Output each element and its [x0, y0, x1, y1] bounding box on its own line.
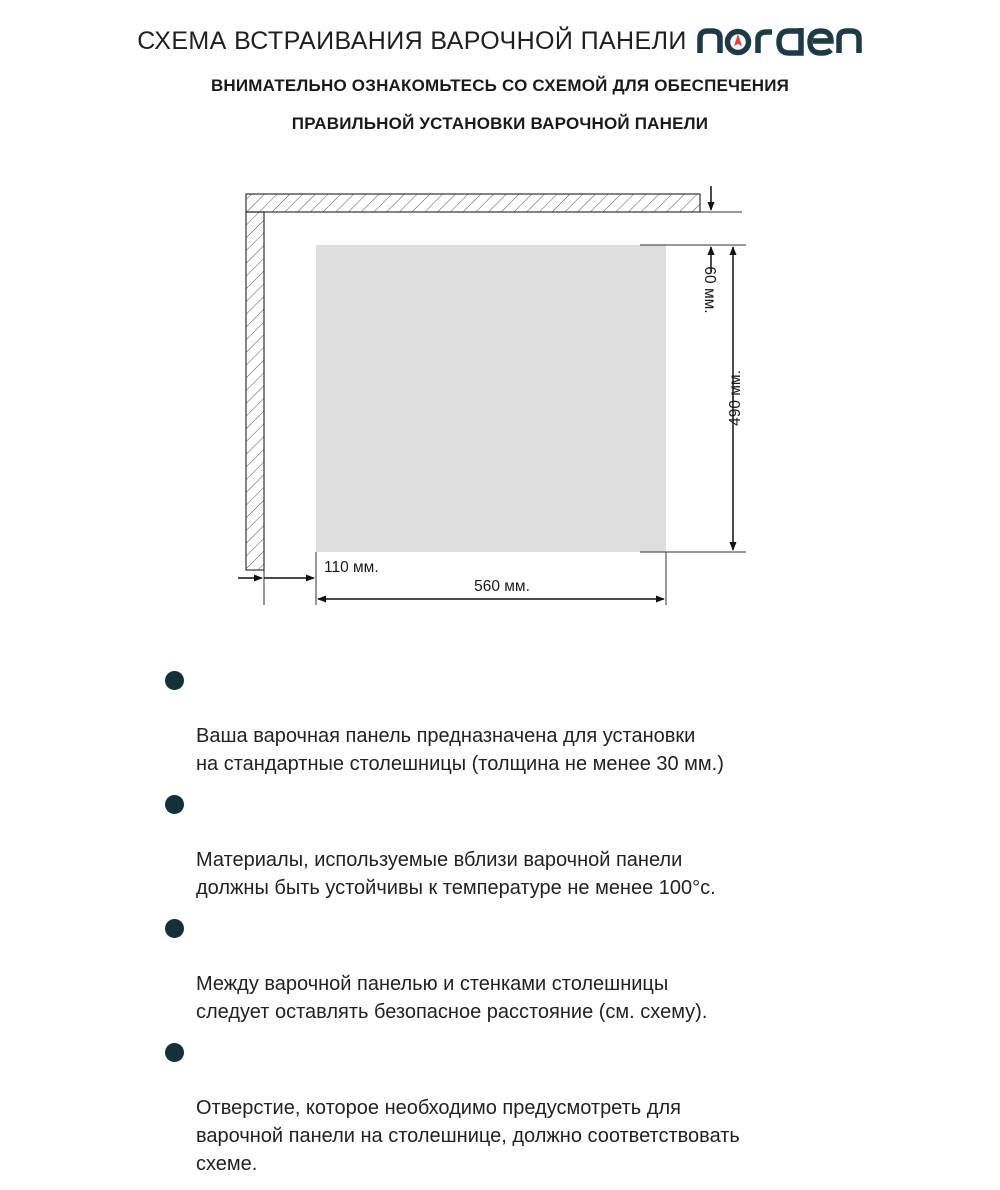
bullet-dot: [165, 1043, 184, 1062]
page-title: СХЕМА ВСТРАИВАНИЯ ВАРОЧНОЙ ПАНЕЛИ: [137, 26, 687, 55]
note-text: Отверстие, которое необходимо предусмотреть для варочной панели на столешнице, должно соответствовать схеме.: [196, 1097, 740, 1175]
note-text: Материалы, используемые вблизи варочной панели должны быть устойчивы к температуре не менее 100°с.: [196, 849, 716, 899]
note-text: Ваша варочная панель предназначена для установки на стандартные столешницы (толщина не менее 30 мм.): [196, 725, 724, 775]
bullet-dot: [165, 919, 184, 938]
note-item: [165, 1038, 965, 1178]
note-item: [165, 790, 965, 902]
note-item: [165, 666, 965, 778]
note-item: [165, 914, 965, 1026]
notes-list: [165, 666, 965, 1190]
cutout-area: [316, 245, 666, 552]
bullet-dot: [165, 671, 184, 690]
subtitle-line-1: ВНИМАТЕЛЬНО ОЗНАКОМЬТЕСЬ СО СХЕМОЙ ДЛЯ ОБЕСПЕЧЕНИЯ: [210, 76, 790, 95]
dim-top-gap-label: 60 мм.: [701, 266, 718, 314]
bullet-dot: [165, 795, 184, 814]
dim-depth-label: 490 мм.: [727, 370, 744, 426]
dim-width-label: 560 мм.: [474, 578, 530, 595]
left-wall: [246, 212, 264, 570]
dim-side-gap-label: 110 мм.: [324, 559, 379, 576]
note-text: Между варочной панелью и стенками столешницы следует оставлять безопасное расстояние (см. схему).: [196, 973, 708, 1023]
subtitle-line-2: ПРАВИЛЬНОЙ УСТАНОВКИ ВАРОЧНОЙ ПАНЕЛИ: [291, 114, 709, 133]
top-wall: [246, 194, 700, 212]
